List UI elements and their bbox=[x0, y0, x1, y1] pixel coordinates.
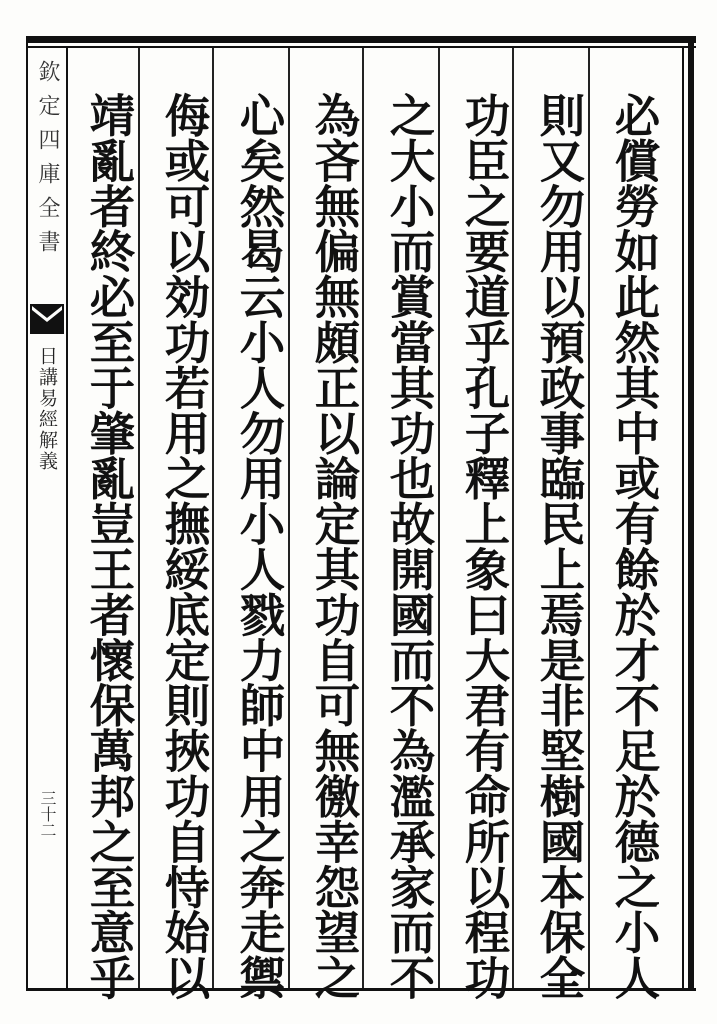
text-column-1: 必償勞如此然其中或有餘於才不足於德之小人 bbox=[607, 92, 661, 1000]
column-rule bbox=[138, 48, 140, 988]
frame-right-border bbox=[688, 36, 694, 991]
frame-right-inner-border bbox=[682, 46, 684, 988]
frame-left-border bbox=[66, 46, 68, 988]
text-column-8: 靖亂者終必至于肇亂豈王者懷保萬邦之至意乎 bbox=[82, 92, 136, 1000]
text-column-2: 則又勿用以預政事臨民上焉是非堅樹國本保全 bbox=[532, 92, 586, 1000]
column-rule bbox=[362, 48, 364, 988]
text-column-5: 為吝無偏無頗正以論定其功自可無徼幸怨望之 bbox=[307, 92, 361, 1000]
book-title: 欽定四庫全書 bbox=[35, 60, 60, 264]
column-rule bbox=[438, 48, 440, 988]
fish-tail-mark-icon bbox=[28, 302, 66, 336]
text-column-4: 之大小而賞當其功也故開國而不為濫承家而不 bbox=[382, 92, 436, 1000]
page-number: 三十二 bbox=[38, 790, 57, 838]
column-rule bbox=[588, 48, 590, 988]
frame-left-outer-border bbox=[26, 36, 28, 991]
text-column-3: 功臣之要道乎孔子釋上象曰大君有命所以程功 bbox=[457, 92, 511, 1000]
column-rule bbox=[212, 48, 214, 988]
column-rule bbox=[288, 48, 290, 988]
text-column-6: 心矣然曷云小人勿用小人戮力師中用之奔走禦 bbox=[232, 92, 286, 1000]
frame-top-border bbox=[28, 36, 696, 43]
column-rule bbox=[512, 48, 514, 988]
volume-title: 日講易經解義 bbox=[36, 346, 58, 472]
text-column-7: 侮或可以効功若用之撫綏底定則挾功自恃始以 bbox=[157, 92, 211, 1000]
